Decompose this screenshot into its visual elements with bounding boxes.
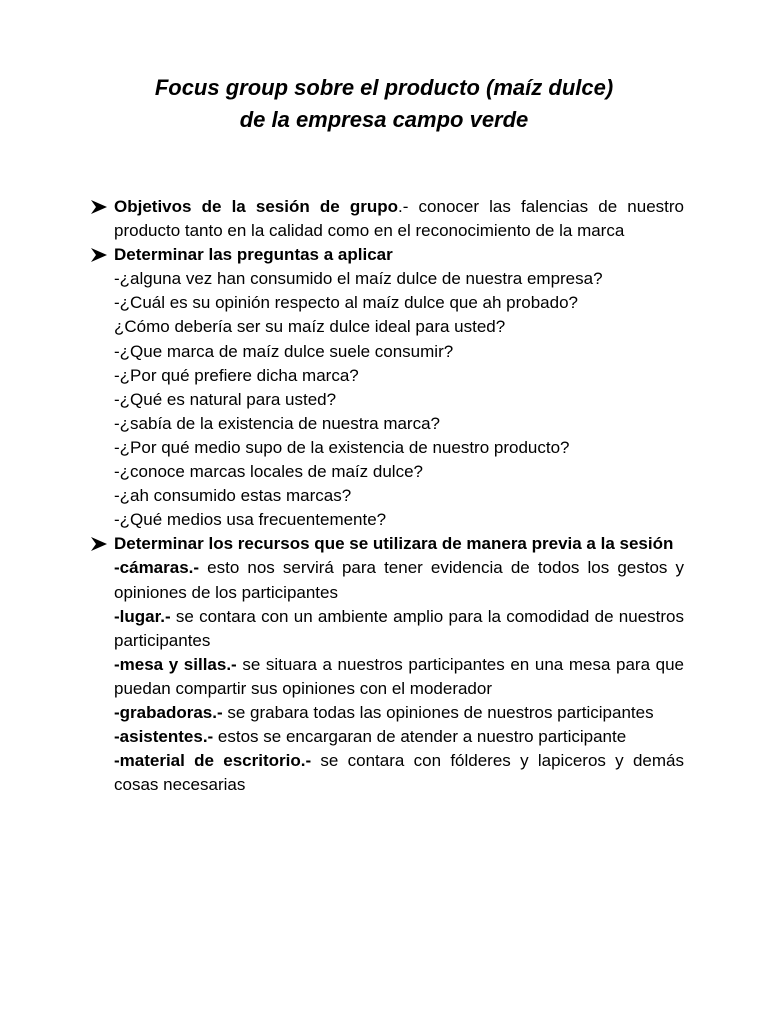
question-item: -¿ah consumido estas marcas?: [114, 486, 352, 506]
resource-text: estos se encargaran de atender a nuestro participante: [213, 727, 627, 747]
title-line-1: Focus group sobre el producto (maíz dulce): [154, 75, 614, 100]
question-item: -¿conoce marcas locales de maíz dulce?: [114, 462, 423, 482]
resource-item: [114, 556, 684, 604]
question-item: -¿Que marca de maíz dulce suele consumir?: [114, 341, 454, 361]
arrow-bullet-icon: [90, 243, 112, 267]
resource-item: [114, 725, 684, 749]
question-item: -¿Cuál es su opinión respecto al maíz dulce que ah probado?: [114, 293, 579, 313]
resource-item: [114, 701, 684, 725]
resources-section: [90, 532, 684, 797]
question-item: -¿Qué medios usa frecuentemente?: [114, 510, 387, 530]
question-item: -¿Qué es natural para usted?: [114, 389, 337, 409]
document-title: [0, 72, 768, 136]
resource-label: -grabadoras.-: [114, 702, 223, 722]
resource-text: se contara con un ambiente amplio para la comodidad de nuestros participantes: [114, 606, 684, 650]
resource-text: se grabara todas las opiniones de nuestros participantes: [222, 702, 654, 722]
arrow-bullet-icon: [90, 195, 112, 219]
title-line-2: de la empresa campo verde: [239, 107, 529, 132]
objectives-section: [90, 195, 684, 243]
question-item: -¿sabía de la existencia de nuestra marca?: [114, 413, 441, 433]
questions-heading: Determinar las preguntas a aplicar: [114, 245, 393, 265]
objectives-heading: Objetivos de la sesión de grupo: [114, 197, 399, 216]
resource-item: [114, 749, 684, 797]
question-item: -¿Por qué prefiere dicha marca?: [114, 365, 359, 385]
resource-label: -lugar.-: [114, 606, 171, 626]
question-item: -¿Por qué medio supo de la existencia de nuestro producto?: [114, 437, 570, 457]
objectives-text: .- conocer las falencias de nuestro producto tanto en la calidad como en el reconocimiento de la marca: [114, 197, 684, 241]
resource-text: se contara con fólderes y lapiceros y demás cosas necesarias: [114, 751, 684, 795]
resource-text: esto nos servirá para tener evidencia de todos los gestos y opiniones de los participantes: [114, 558, 684, 602]
resource-label: -asistentes.-: [114, 727, 214, 747]
resource-label: -mesa y sillas.-: [114, 654, 237, 674]
resource-label: -material de escritorio.-: [114, 751, 312, 771]
question-item: -¿alguna vez han consumido el maíz dulce de nuestra empresa?: [114, 269, 603, 289]
questions-section: [90, 243, 684, 532]
question-item: ¿Cómo debería ser su maíz dulce ideal para usted?: [114, 317, 506, 337]
resource-text: se situara a nuestros participantes en una mesa para que puedan compartir sus opiniones con el moderador: [114, 654, 684, 698]
resources-heading: Determinar los recursos que se utilizara de manera previa a la sesión: [114, 534, 674, 554]
document-body: [90, 195, 684, 797]
resource-label: -cámaras.-: [114, 558, 200, 578]
arrow-bullet-icon: [90, 532, 112, 556]
resource-item: [114, 605, 684, 653]
resource-item: [114, 653, 684, 701]
